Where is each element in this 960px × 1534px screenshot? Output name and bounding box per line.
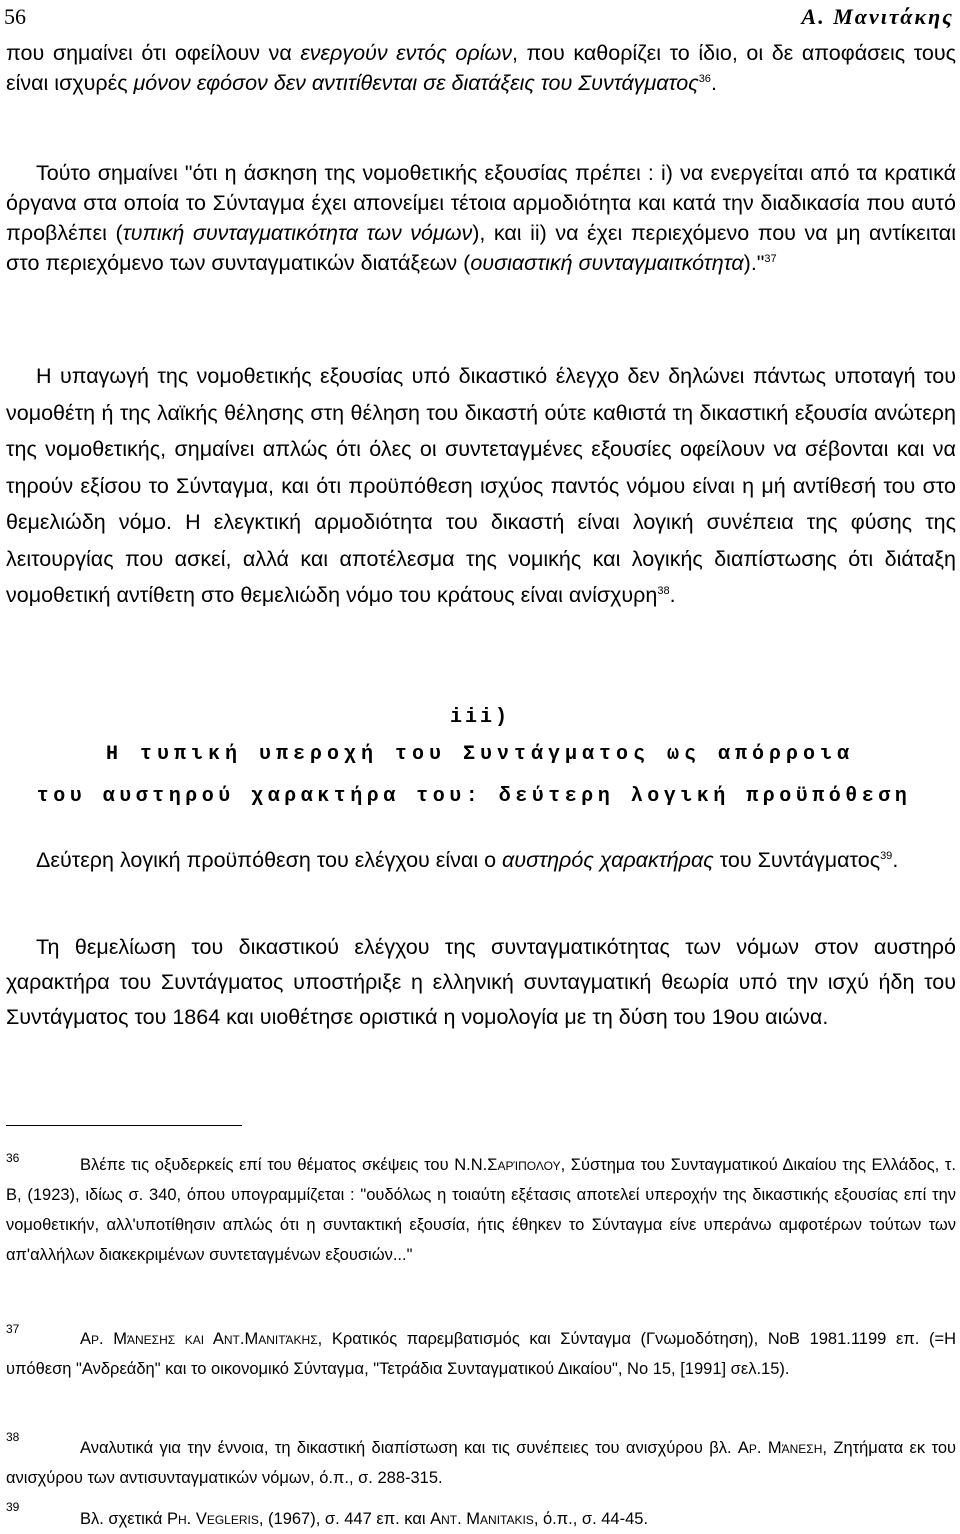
paragraph-3: [6, 358, 956, 614]
text: ), και ii) να έχει περιεχόμενο που να μη αντίκειται στο περιεχόμενο των συνταγματικών διατάξεων (: [6, 221, 957, 275]
author-name: Αντ. Manitakis: [430, 1510, 534, 1528]
paragraph-4: [6, 843, 956, 878]
text: Τούτο σημαίνει "ότι η άσκηση της νομοθετικής εξουσίας πρέπει : i) να ενεργείται από τα κρατικά όργανα στα οποία το Σύνταγμα έχει απονείμει τέτοια αρμοδιότητα και κατά την διαδικασία που αυτό προβλέπει (: [6, 161, 956, 245]
text: Βλέπε τις οξυδερκείς επί του θέματος σκέψεις του Ν.Ν.: [80, 1156, 488, 1174]
text: Η υπαγωγή της νομοθετικής εξουσίας υπό δικαστικό έλεγχο δεν δηλώνει πάντως υποταγή του νομοθέτη ή της λαϊκής θέλησης στη θέληση του δικαστή ούτε καθιστά τη δικαστική εξουσία ανώτερη της νομοθετικής, σημαίνει απλώς ότι όλες οι συντεταγμένες εξουσίες οφείλουν να σέβονται και να τηρούν εξίσου το Σύνταγμα, και ότι προϋπόθεση ισχύος παντός νόμου είναι η μή αντίθεσή του στο θεμελιώδη νόμο. Η ελεγκτική αρμοδιότητα του δικαστή είναι λογική συνέπεια της φύσης της λειτουργίας που ασκεί, αλλά και αποτέλεσμα της νομικής και λογικής διαπίστωσης ότι διάταξη νομοθετική αντίθετη στο θεμελιώδη νόμο του κράτους είναι ανίσχυρη: [6, 364, 956, 607]
emphasis: τυπική συνταγματικότητα των νόμων: [122, 221, 473, 245]
text: , Κρατικός παρεμβατισμός και Σύνταγμα (Γνωμοδότηση), ΝοΒ 1981.1199 επ. (=Η υπόθεση "Ανδρεάδη" και το οικονομικό Σύνταγμα, "Τετράδια Συνταγματικού Δικαίου", Νο 15, [1991] σελ.15).: [6, 1330, 956, 1378]
paragraph-5: [6, 930, 956, 1035]
running-head: [4, 4, 954, 34]
paragraph-2: [6, 158, 956, 278]
page-number: 56: [4, 4, 26, 29]
footnote-37: [6, 1324, 956, 1384]
emphasis: ουσιαστική συνταγμαιτκότητα: [470, 251, 744, 275]
text: .: [669, 583, 676, 607]
emphasis: ενεργούν εντός ορίων: [300, 41, 512, 65]
text: ).": [743, 251, 765, 275]
author-name: Αρ. Μάνεση: [737, 1439, 823, 1457]
author-name: Σαρίπολου: [487, 1156, 561, 1174]
footnote-number: 39: [6, 1500, 20, 1514]
emphasis: μόνον εφόσον δεν αντιτίθενται σε διατάξεις του Συντάγματος: [133, 71, 699, 95]
text: , που καθορίζει το ίδιο, οι δε αποφάσεις τους είναι ισχυρές: [6, 41, 956, 95]
text: .: [892, 848, 899, 872]
paragraph-1: [6, 38, 956, 98]
footnote-ref-37[interactable]: 37: [764, 253, 777, 265]
text: του Συντάγματος: [713, 848, 881, 872]
text: , Ζητήματα εκ του ανισχύρου των αντισυνταγματικών νόμων, ό.π., σ. 288-315.: [6, 1439, 957, 1487]
footnote-39: [6, 1500, 956, 1534]
section-title-line-1: Η τυπική υπεροχή του Συντάγματος ως απόρροια: [105, 743, 855, 766]
running-title: Α. Μανιτάκης: [801, 4, 954, 29]
footnote-divider: [6, 1125, 242, 1126]
text: , (1967), σ. 447 επ. και: [258, 1510, 431, 1528]
footnote-36: [6, 1150, 956, 1270]
footnote-ref-38[interactable]: 38: [657, 585, 670, 597]
text: Δεύτερη λογική προϋπόθεση του ελέγχου είναι ο: [36, 848, 503, 872]
section-title-line-2: του αυστηρού χαρακτήρα του: δεύτερη λογική προϋπόθεση: [36, 785, 912, 808]
footnote-number: 36: [6, 1151, 20, 1165]
text: που σημαίνει ότι οφείλουν να: [6, 41, 301, 65]
text: .: [710, 71, 717, 95]
footnote-ref-36[interactable]: 36: [698, 73, 711, 85]
footnote-number: 38: [6, 1430, 20, 1444]
text: Τη θεμελίωση του δικαστικού ελέγχου της συνταγματικότητας των νόμων στον αυστηρό χαρακτήρα του Συντάγματος υποστήριξε η ελληνική συνταγματική θεωρία υπό την ισχύ ήδη του Συντάγματος του 1864 και υιοθέτησε οριστικά η νομολογία με τη δύση του 19ου αιώνα.: [6, 935, 956, 1029]
text: Αναλυτικά για την έννοια, τη δικαστική διαπίστωση και τις συνέπειες του ανισχύρου βλ.: [80, 1439, 738, 1457]
text: Βλ. σχετικά: [80, 1510, 167, 1528]
footnote-number: 37: [6, 1322, 20, 1336]
footnote-ref-39[interactable]: 39: [880, 850, 893, 862]
section-number: iii): [449, 706, 510, 729]
footnote-38: [6, 1430, 957, 1493]
author-name: Ph. Vegleris: [166, 1510, 259, 1528]
emphasis: αυστηρός χαρακτήρας: [502, 848, 714, 872]
author-name: Αρ. Μάνεσης και Αντ.Μανιτάκης: [80, 1330, 318, 1348]
text: , ό.π., σ. 44-45.: [533, 1510, 649, 1528]
text: , Σύστημα του Συνταγματικού Δικαίου της Ελλάδος, τ. Β, (1923), ιδίως σ. 340, όπου υπογραμμίζεται : "ουδόλως η τοιαύτη εξέτασις αποτελεί υπεροχήν της δικαστικής εξουσίας επί την νομοθετικήν, αλλ'υποτίθησιν απλώς ότι η συντακτική εξουσία, ήτις έθηκεν το Σύνταγμα είνε υπεράνω αμφοτέρων τούτων των απ'αλλήλων διακεκριμένων συντεταγμένων εξουσιών...": [6, 1156, 956, 1264]
